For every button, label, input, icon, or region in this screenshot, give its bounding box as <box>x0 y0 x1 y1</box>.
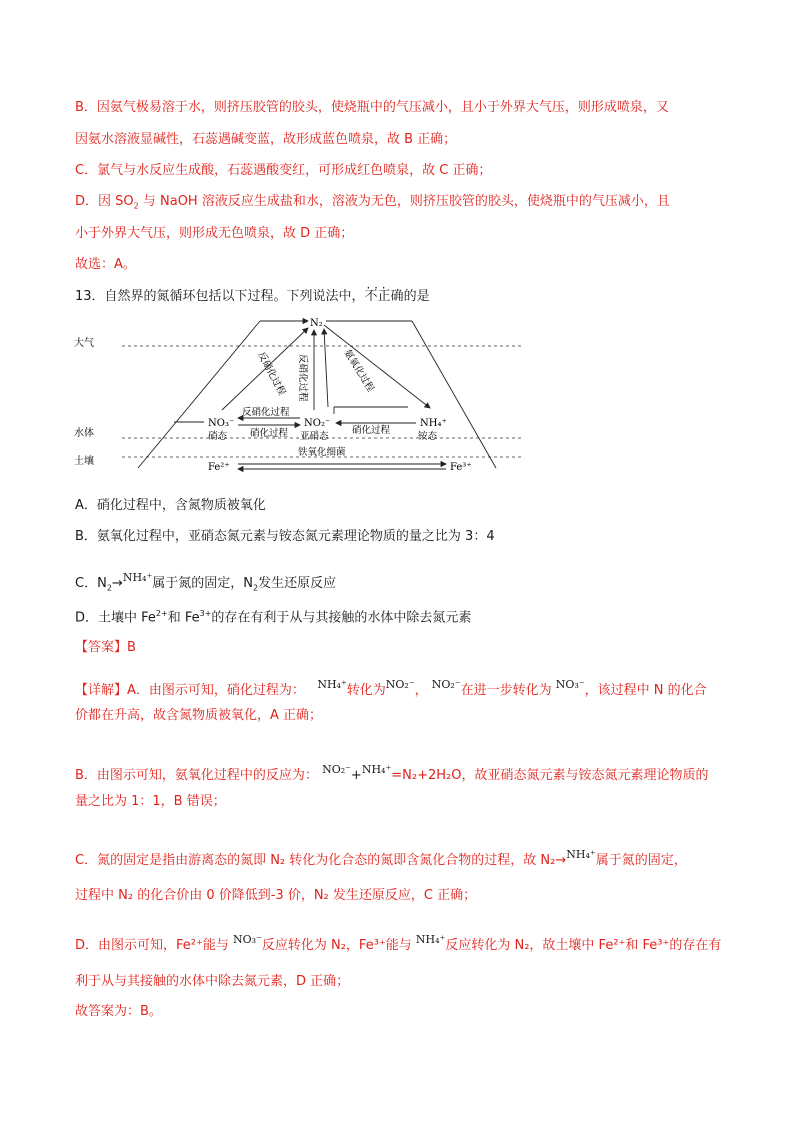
anammox-arrow <box>324 329 328 407</box>
nitr-horizontal-label: 硝化过程 <box>250 428 289 439</box>
no2-label: NO₂⁻ <box>304 418 331 429</box>
left-outer-line <box>138 321 260 468</box>
detail-a-line1: 【详解】A．由图示可知，硝化过程为： NH₄⁺转化为NO₂⁻， NO₂⁻在进一步转化为 NO₃⁻，该过程中 N 的化合 <box>75 678 707 698</box>
option-c: C．$N_2\to NH_4^+$属于氮的固定，$N_2$发生还原反应 <box>75 568 336 599</box>
denit-horizontal-label: 反硝化过程 <box>242 407 290 418</box>
detail-d-line2: 利于从与其接触的水体中除去氮元素，D 正确； <box>75 974 350 989</box>
fe3-label: Fe³⁺ <box>450 462 472 473</box>
explanation-choose: 故选：A。 <box>75 257 136 272</box>
denit-left-label: 反硝化过程 <box>255 350 288 398</box>
n2-label: N₂ <box>310 318 323 329</box>
no3-label: NO₃⁻ <box>208 418 235 429</box>
nh4-label: NH₄⁺ <box>420 418 447 429</box>
nitr-right-label: 硝化过程 <box>352 425 391 436</box>
detail-d-line1: D．由图示可知，Fe²⁺能与 NO₃⁻反应转化为 N₂，Fe³⁺能与 NH₄⁺反应转化为 N₂，故土壤中 Fe²⁺和 Fe³⁺的存在有 <box>75 933 722 953</box>
right-outer-line <box>412 321 496 468</box>
detail-c-line1: C．氮的固定是指由游离态的氮即 N₂ 转化为化合态的氮即含氮化合物的过程，故 N₂→NH₄⁺属于氮的固定， <box>75 848 687 868</box>
detail-c-line2: 过程中 N₂ 的化合价由 0 价降低到-3 价，N₂ 发生还原反应，C 正确； <box>75 888 477 903</box>
detail-b-line2: 量之比为 1：1，B 错误； <box>75 794 226 809</box>
explanation-b-line1: B．因氨气极易溶于水，则挤压胶管的胶头，使烧瓶中的气压减小，且小于外界大气压，则形成喷泉，又 <box>75 100 669 115</box>
answer-label: 【答案】B <box>75 640 136 655</box>
zone-soil-label: 土壤 <box>74 456 94 467</box>
explanation-d-line2: 小于外界大气压，则形成无色喷泉，故 D 正确； <box>75 226 354 241</box>
option-b: B．氨氧化过程中，亚硝态氮元素与铵态氮元素理论物质的量之比为 3：4 <box>75 529 495 544</box>
fe2-label: Fe²⁺ <box>208 462 230 473</box>
denit-mid-label: 反硝化过程 <box>297 354 308 402</box>
anammox-label: 氨氧化过程 <box>341 347 376 394</box>
zone-water-label: 水体 <box>74 428 94 439</box>
option-a: A．硝化过程中，含氮物质被氧化 <box>75 498 266 513</box>
nitrogen-cycle-diagram <box>72 312 532 482</box>
no3-state-label: 硝态 <box>208 431 228 442</box>
detail-a-line2: 价都在升高，故含氮物质被氧化，A 正确； <box>75 708 323 723</box>
detail-final: 故答案为：B。 <box>75 1004 162 1019</box>
zone-air-label: 大气 <box>74 338 94 349</box>
nh4-formula: NH₄⁺ <box>122 571 153 584</box>
explanation-b-line2: 因氨水溶液显碱性，石蕊遇碱变蓝，故形成蓝色喷泉，故 B 正确； <box>75 132 457 147</box>
explanation-d-line1: D．因 $SO_2$ 与 NaOH 溶液反应生成盐和水，溶液为无色，则挤压胶管的胶头，使烧瓶中的气压减小，且 <box>75 194 670 211</box>
iron-bacteria-label: 铁氧化细菌 <box>298 447 346 458</box>
explanation-c-line: C．氯气与水反应生成酸，石蕊遇酸变红，可形成红色喷泉，故 C 正确； <box>75 163 492 178</box>
question-stem: 13．自然界的氮循环包括以下过程。下列说法中，· · · 不正确的是 <box>75 287 430 307</box>
nh4-state-label: 铵态 <box>418 431 438 442</box>
detail-b-line1: B．由图示可知，氨氧化过程中的反应为： NO₂⁻+NH₄⁺=N₂+2H₂O，故亚硝态氮元素与铵态氮元素理论物质的 <box>75 763 709 783</box>
emphasis-dots: · · · 不正确 <box>365 289 404 304</box>
option-d: D．土壤中 $Fe^{2+}$和 $Fe^{3+}$的存在有利于从与其接触的水体中除去氮元素 <box>75 609 472 626</box>
nitr-right-arrow <box>324 325 430 408</box>
no2-state-label: 亚硝态 <box>300 431 329 442</box>
